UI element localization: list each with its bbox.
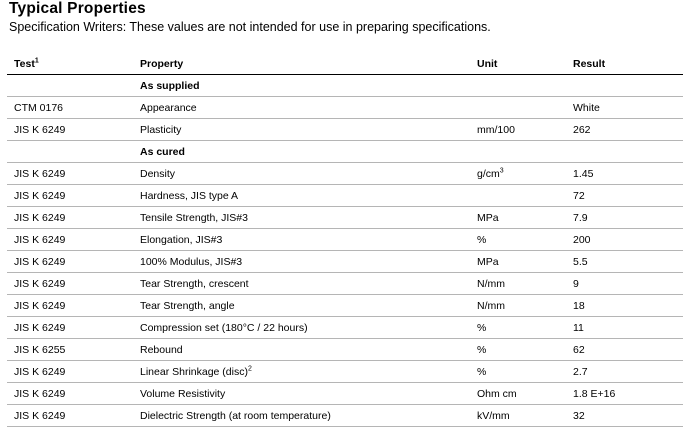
cell-property: Elongation, JIS#3 <box>140 229 477 251</box>
cell-result: 72 <box>573 185 683 207</box>
cell-result: 62 <box>573 339 683 361</box>
cell-result: 200 <box>573 229 683 251</box>
cell-result: 1.45 <box>573 163 683 185</box>
header-test: Test$^1$ <box>7 53 140 75</box>
cell-property: As supplied <box>140 75 477 97</box>
cell-unit: Ohm cm <box>477 383 573 405</box>
table-row <box>7 229 683 251</box>
cell-test <box>7 141 140 163</box>
cell-unit: MPa <box>477 207 573 229</box>
table-section-row <box>7 75 683 97</box>
cell-unit: N/mm <box>477 273 573 295</box>
cell-property: Tear Strength, angle <box>140 295 477 317</box>
table-row <box>7 317 683 339</box>
header-property: Property <box>140 53 477 75</box>
cell-test: JIS K 6249 <box>7 273 140 295</box>
cell-test: JIS K 6249 <box>7 317 140 339</box>
cell-result: 32 <box>573 405 683 427</box>
table-row <box>7 405 683 427</box>
table-body <box>7 75 683 427</box>
cell-unit: N/mm <box>477 295 573 317</box>
cell-result: 9 <box>573 273 683 295</box>
cell-result <box>573 141 683 163</box>
cell-result: 18 <box>573 295 683 317</box>
table-row <box>7 251 683 273</box>
cell-test: JIS K 6249 <box>7 295 140 317</box>
cell-property: Rebound <box>140 339 477 361</box>
cell-test: JIS K 6249 <box>7 251 140 273</box>
table-row <box>7 361 683 383</box>
table-row <box>7 185 683 207</box>
table-row <box>7 273 683 295</box>
cell-property: Dielectric Strength (at room temperature) <box>140 405 477 427</box>
table-row <box>7 119 683 141</box>
cell-property: Appearance <box>140 97 477 119</box>
page-subtitle: Specification Writers: These values are not intended for use in preparing specifications. <box>9 20 491 34</box>
cell-property: Linear Shrinkage (disc)$^2$ <box>140 361 477 383</box>
cell-unit <box>477 185 573 207</box>
cell-property: Tear Strength, crescent <box>140 273 477 295</box>
header-unit: Unit <box>477 53 573 75</box>
cell-result: 2.7 <box>573 361 683 383</box>
cell-property: Volume Resistivity <box>140 383 477 405</box>
cell-property: Compression set (180°C / 22 hours) <box>140 317 477 339</box>
header-result: Result <box>573 53 683 75</box>
cell-test: JIS K 6249 <box>7 185 140 207</box>
cell-result: 7.9 <box>573 207 683 229</box>
cell-test: JIS K 6249 <box>7 207 140 229</box>
cell-result: 262 <box>573 119 683 141</box>
cell-unit: % <box>477 339 573 361</box>
cell-property: Hardness, JIS type A <box>140 185 477 207</box>
cell-test <box>7 75 140 97</box>
cell-unit: % <box>477 317 573 339</box>
cell-test: JIS K 6249 <box>7 229 140 251</box>
cell-property: Plasticity <box>140 119 477 141</box>
table-row <box>7 97 683 119</box>
cell-test: JIS K 6249 <box>7 361 140 383</box>
table-row <box>7 383 683 405</box>
cell-property: 100% Modulus, JIS#3 <box>140 251 477 273</box>
cell-property: Density <box>140 163 477 185</box>
cell-unit <box>477 75 573 97</box>
cell-test: CTM 0176 <box>7 97 140 119</box>
cell-result: 1.8 E+16 <box>573 383 683 405</box>
cell-unit <box>477 141 573 163</box>
cell-unit: MPa <box>477 251 573 273</box>
cell-unit: kV/mm <box>477 405 573 427</box>
table-row <box>7 163 683 185</box>
table-row <box>7 295 683 317</box>
cell-result: 5.5 <box>573 251 683 273</box>
cell-unit: $g/cm^3$ <box>477 163 573 185</box>
cell-unit: % <box>477 361 573 383</box>
table-row <box>7 339 683 361</box>
cell-test: JIS K 6249 <box>7 405 140 427</box>
cell-test: JIS K 6249 <box>7 383 140 405</box>
properties-table <box>7 53 683 427</box>
cell-property: Tensile Strength, JIS#3 <box>140 207 477 229</box>
page-title: Typical Properties <box>9 0 146 17</box>
cell-result <box>573 75 683 97</box>
cell-test: JIS K 6249 <box>7 163 140 185</box>
cell-test: JIS K 6249 <box>7 119 140 141</box>
cell-unit: mm/100 <box>477 119 573 141</box>
cell-result: White <box>573 97 683 119</box>
cell-result: 11 <box>573 317 683 339</box>
table-header-row <box>7 53 683 75</box>
cell-property: As cured <box>140 141 477 163</box>
cell-unit <box>477 97 573 119</box>
cell-unit: % <box>477 229 573 251</box>
cell-test: JIS K 6255 <box>7 339 140 361</box>
table-row <box>7 207 683 229</box>
table-section-row <box>7 141 683 163</box>
